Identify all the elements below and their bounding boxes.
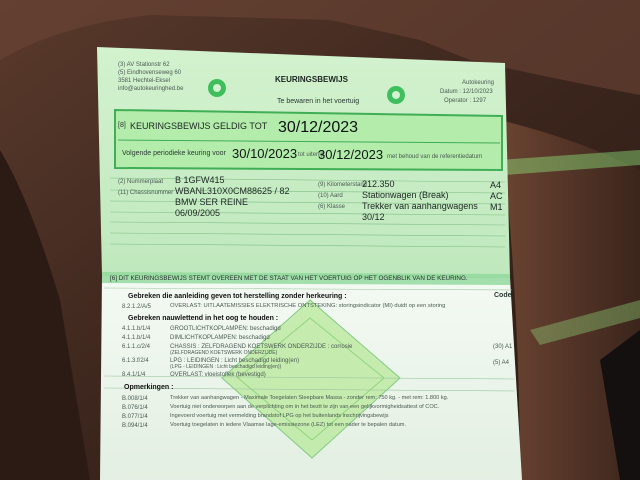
code-header: Code (494, 292, 512, 299)
next-inspection-date: 30/10/2023 (232, 146, 298, 161)
kind-label: (10) Aard (318, 193, 343, 199)
remark-text: Voertuig toegelaten in iedere Vlaamse lage-emissiezone (LEZ) tot een nader te bepalen datum. (170, 422, 407, 428)
right-code: (5) A4 (493, 360, 510, 366)
logo-right-icon (387, 86, 405, 104)
right-operator: Operator : 1297 (444, 98, 487, 104)
plate-value: B 1GFW415 (175, 175, 225, 185)
certificate-title: KEURINGSBEWIJS (275, 75, 348, 84)
remark-code: B.094/1/4 (122, 423, 148, 429)
class-value: Trekker van aanhangwagens (362, 201, 478, 211)
validity-code: [8] (118, 122, 126, 129)
address-line-3: 3581 Hechtel-Eksel (118, 78, 171, 84)
km-label: (9) Kilometerstand (318, 182, 368, 188)
defect-text: OVERLAST: vloeistoflek (bevestigd) (170, 372, 266, 378)
plate-label: (2) Nummerplaat (118, 179, 164, 185)
defect-text: CHASSIS : ZELFDRAGEND KOETSWERK ONDERZIJDE : corrosie (170, 344, 353, 350)
section2-title: Gebreken nauwlettend in het oog te houden : (128, 315, 279, 322)
section1-title: Gebreken die aanleiding geven tot herstelling zonder herkeuring : (128, 293, 347, 300)
remark-text: Trekker van aanhangwagen - Maximale Toegelaten Sleepbare Massa - zonder rem: 750 kg. - met rem: 1.800 kg. (170, 395, 449, 401)
remark-code: B.076/1/4 (122, 405, 148, 411)
defect-code: 8.4.1/1/4 (122, 372, 146, 378)
class-label: (6) Klasse (318, 204, 346, 210)
cat-a: A4 (490, 180, 502, 190)
statement-band (102, 272, 510, 285)
address-line-1: (3) AV Stationstr 62 (118, 62, 170, 68)
kind-value: Stationwagen (Break) (362, 190, 449, 200)
remarks-title: Opmerkingen : (124, 384, 174, 391)
address-line-4: info@autokeuringhed.be (118, 86, 184, 92)
conformity-statement: [6] DIT KEURINGSBEWIJS STEMT OVEREEN MET DE STAAT VAN HET VOERTUIG OP HET OGENBLIK VAN DE KEURING. (110, 275, 468, 282)
defect-subnote: (LPG - LEIDINGEN : Licht beschadigd leiding(en)) (170, 364, 282, 370)
remark-text: Voertuig niet onderworpen aan de verplichting om in het bezit te zijn van een gelijkvormigheidsattest of COC. (170, 404, 440, 410)
mass-value: 30/12 (362, 212, 385, 222)
defect-subnote: (ZELFDRAGEND KOETSWERK ONDERZIJDE) (170, 350, 278, 356)
vin-label: (11) Chassisnummer (118, 190, 174, 196)
remark-code: B.008/1/4 (122, 396, 148, 402)
right-label: Autokeuring (462, 80, 495, 86)
defect-text: OVERLAST: UITLAATEMISSIES ELEKTRISCHE ONTSTEKING: storingsindicator (MI) duidt op een storing (170, 303, 446, 309)
until-label: tot uiterlijk (298, 152, 326, 158)
until-date: 30/12/2023 (318, 147, 384, 162)
reference-note: met behoud van de referentiedatum (387, 154, 483, 160)
right-date: Datum : 12/10/2023 (440, 89, 493, 95)
defect-code: 6.1.3.f/2/4 (122, 358, 149, 364)
remark-text: Ingevoerd voertuig met vermelding brandstof LPG op het buitenlands inschrijvingsbewijs (170, 413, 389, 419)
next-inspection-label: Volgende periodieke keuring voor (122, 150, 226, 157)
km-value: 212.350 (362, 179, 395, 189)
defect-code: 6.1.1.c/2/4 (122, 344, 151, 350)
address-line-2: (5) Eindhovenseweg 60 (118, 70, 182, 76)
right-code: (30) A1 (493, 344, 513, 350)
cat-b: AC (490, 191, 503, 201)
keep-in-vehicle-note: Te bewaren in het voertuig (277, 98, 360, 105)
defect-text: DIMLICHTKOPLAMPEN: beschadigd (170, 335, 270, 341)
defect-code: 4.1.1.b/1/4 (122, 326, 151, 332)
validity-label: KEURINGSBEWIJS GELDIG TOT (130, 121, 268, 131)
defect-code: 8.2.1.2/A/5 (122, 304, 152, 310)
logo-left-icon (208, 79, 226, 97)
defect-text: GROOTLICHTKOPLAMPEN: beschadigd (170, 326, 281, 332)
cat-c: M1 (490, 202, 503, 212)
first-registration: 06/09/2005 (175, 208, 221, 218)
defect-text: LPG : LEIDINGEN : Licht beschadigd leiding(en) (170, 358, 300, 364)
vin-value: WBANL310X0CM88625 / 82 (175, 186, 290, 196)
make-value: BMW SER REINE (175, 197, 249, 207)
validity-date: 30/12/2023 (278, 119, 359, 136)
remark-code: B.077/1/4 (122, 414, 148, 420)
defect-code: 4.1.1.b/1/4 (122, 335, 151, 341)
